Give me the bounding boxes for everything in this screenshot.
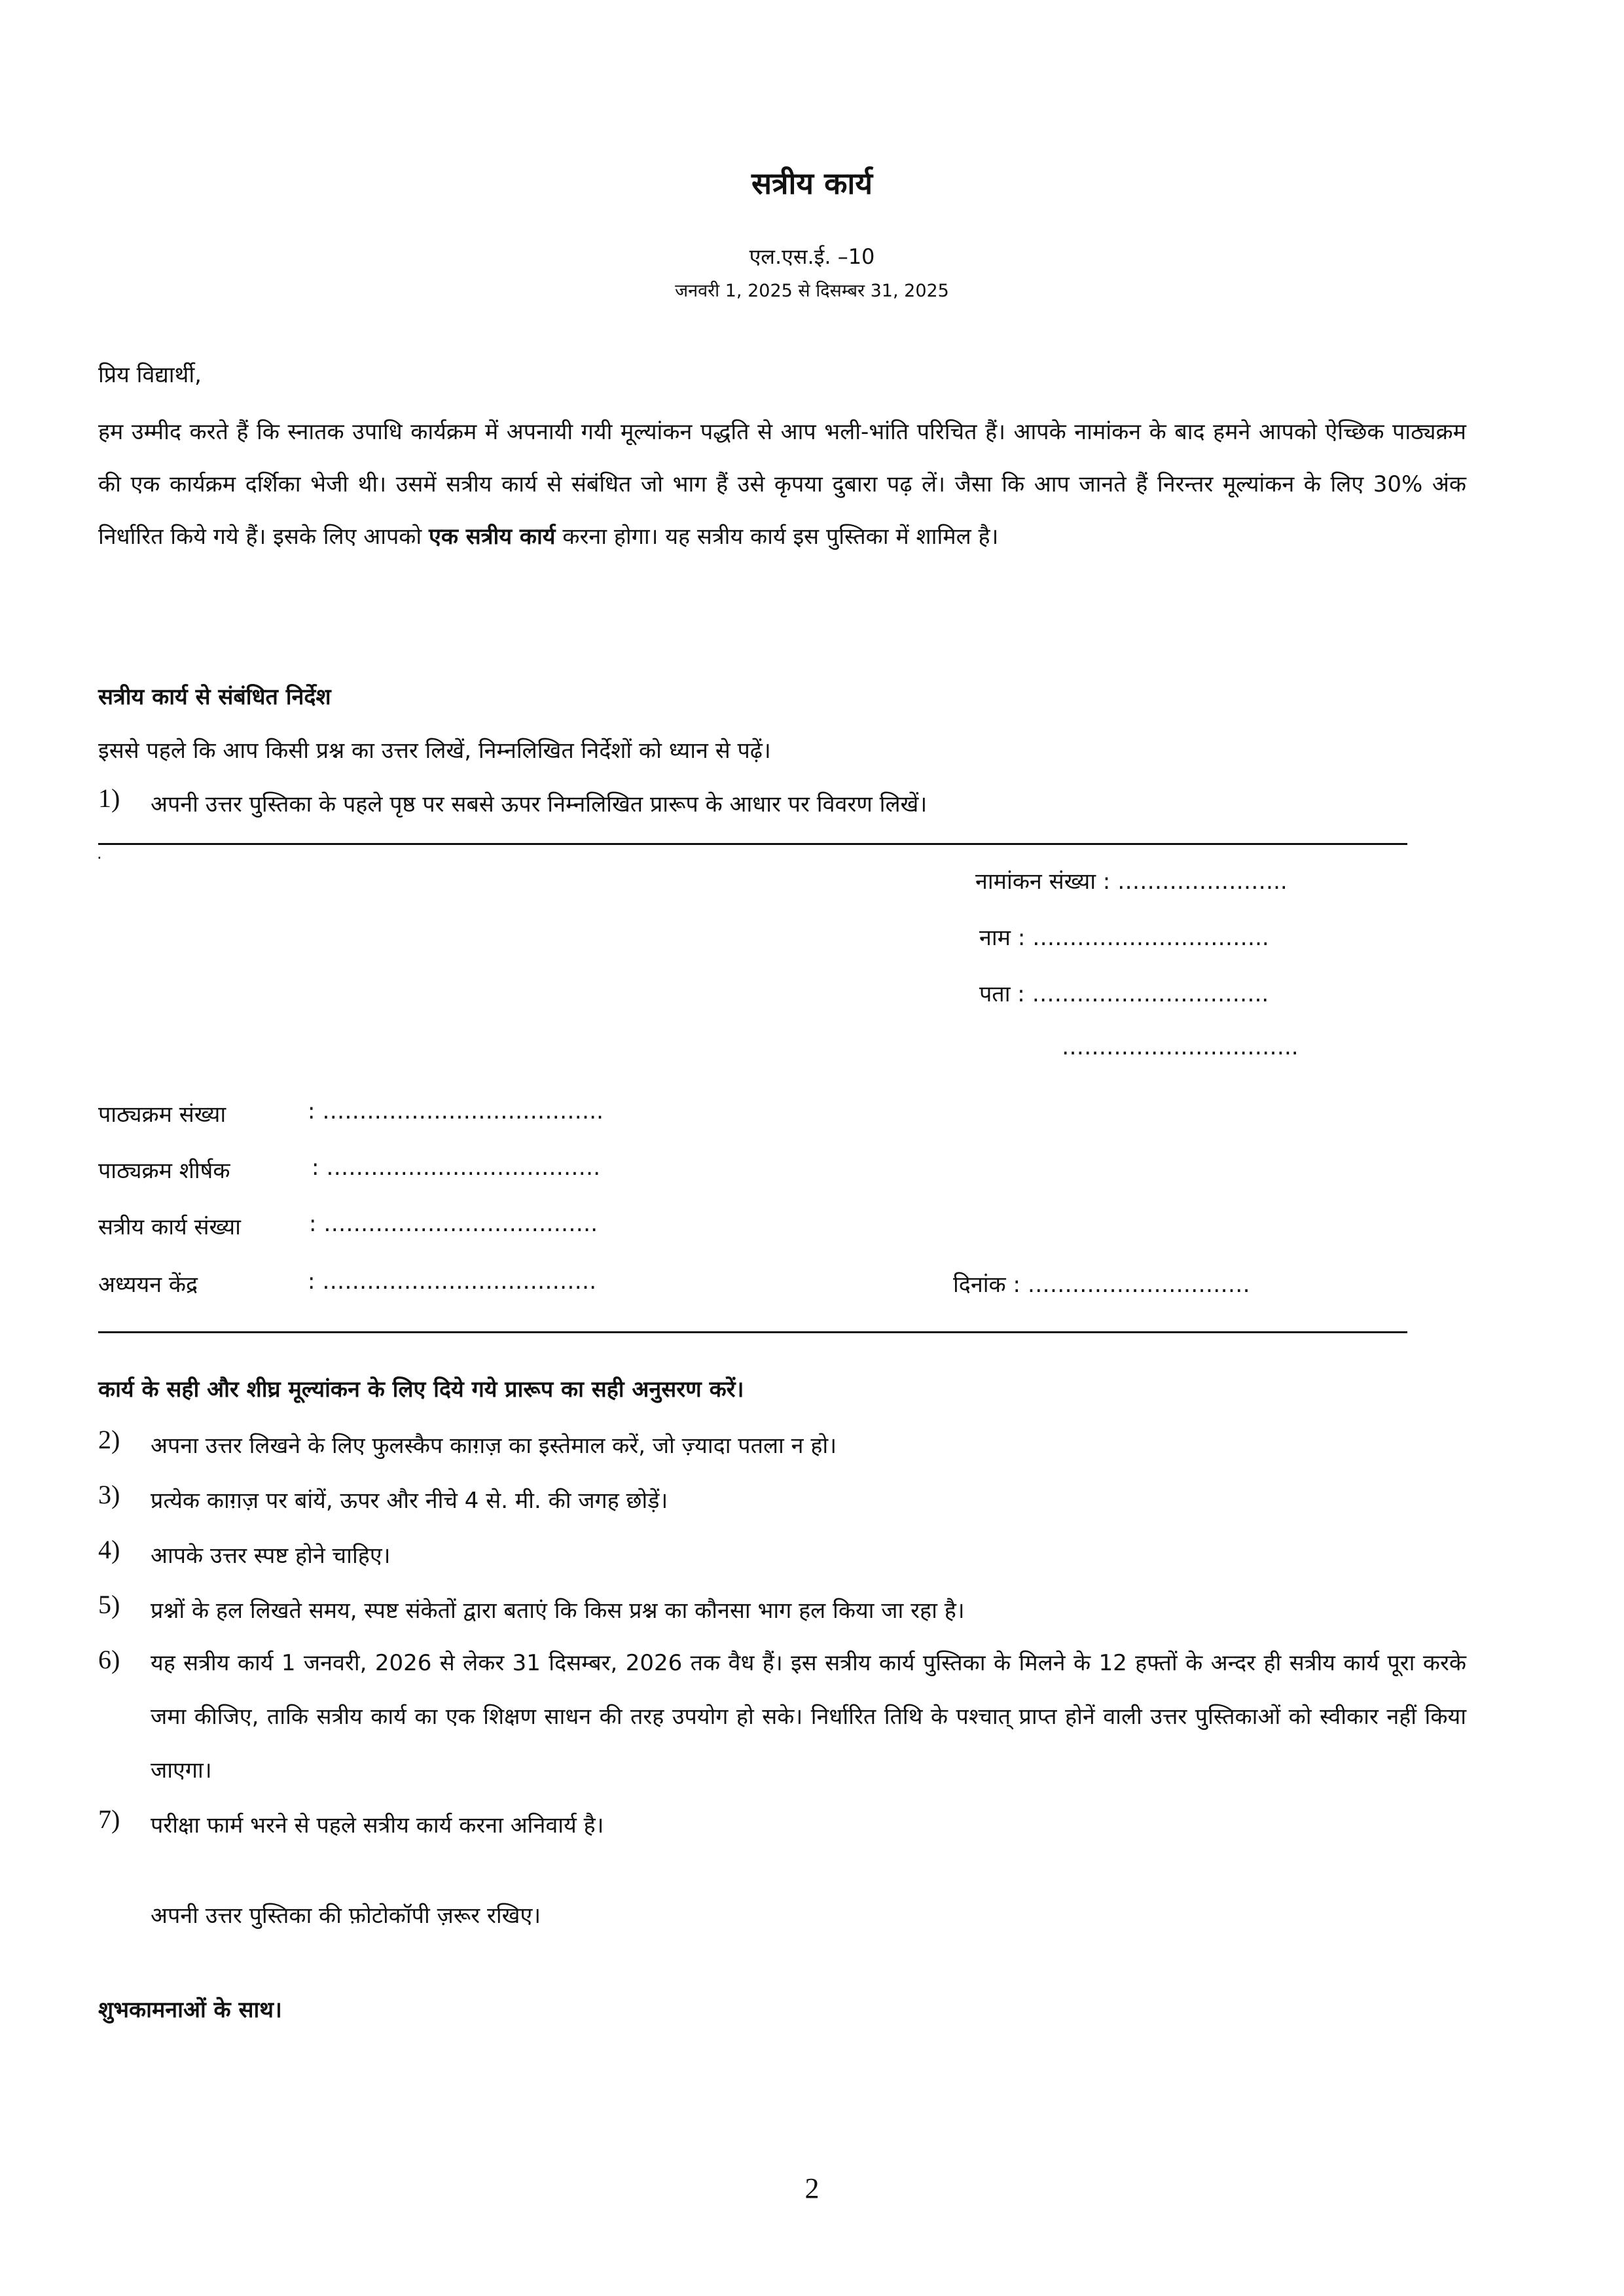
validity-period: जनवरी 1, 2025 से दिसम्बर 31, 2025: [675, 281, 949, 301]
study-centre-value: : ……………………………….: [308, 1268, 597, 1295]
closing-line: शुभकामनाओं के साथ।: [98, 1997, 282, 2023]
intro-paragraph: [98, 406, 1466, 563]
item-number: 2): [98, 1425, 120, 1454]
page-number: 2: [804, 2172, 820, 2204]
page-title: सत्रीय कार्य: [751, 166, 873, 201]
enrolment-field: नामांकन संख्या : …………………..: [975, 869, 1288, 895]
course-title-label: पाठ्यक्रम शीर्षक: [98, 1158, 230, 1184]
intro-text: हम उम्मीद करते हैं कि स्नातक उपाधि कार्यक्रम में अपनायी गयी मूल्यांकन पद्धति से आप भली-भांति परिचित हैं। आपके नामांकन के बाद हमने आपको ऐच्छिक पाठ्यक्रम की एक कार्यक्रम दर्शिका भेजी थी। उसमें सत्रीय कार्य से संबंधित जो भाग हैं उसे कृपया दुबारा पढ़ लें। जैसा कि आप जानते हैं निरन्तर मूल्यांकन के लिए 30% अंक निर्धारित किये गये हैं। इसके लिए आपको: [98, 419, 1466, 550]
item-number: 5): [98, 1590, 120, 1619]
form-bottom-rule: [98, 1331, 1407, 1333]
item-text: यह सत्रीय कार्य 1 जनवरी, 2026 से लेकर 31 दिसम्बर, 2026 तक वैध हैं। इस सत्रीय कार्य पुस्तिका के मिलने के 12 हफ्तों के अन्दर ही सत्रीय कार्य पूरा करके जमा कीजिए, ताकि सत्रीय कार्य का एक शिक्षण साधन की तरह उपयोग हो सके। निर्धारित तिथि के पश्चात् प्राप्त होनें वाली उत्तर पुस्तिकाओं को स्वीकार नहीं किया जाएगा।: [151, 1650, 1466, 1784]
course-code: एल.एस.ई. –10: [749, 244, 875, 269]
course-code-value: : ………………………………..: [308, 1098, 604, 1124]
address-continuation: …………………………..: [1062, 1034, 1299, 1060]
course-title-value: : ……………………………….: [312, 1155, 601, 1181]
name-field: नाम : …………………………..: [979, 925, 1269, 951]
date-field: दिनांक : …………………………: [953, 1272, 1250, 1298]
item-text: प्रश्नों के हल लिखते समय, स्पष्ट संकेतों द्वारा बताएं कि किस प्रश्न का कौनसा भाग हल किया जा रहा है।: [151, 1598, 965, 1624]
stray-mark: .: [97, 844, 102, 863]
assignment-no-value: : ……………………………….: [309, 1211, 598, 1237]
item-number: 6): [98, 1645, 120, 1674]
instructions-heading: सत्रीय कार्य से संबंधित निर्देश: [98, 684, 331, 710]
intro-text-end: करना होगा। यह सत्रीय कार्य इस पुस्तिका में शामिल है।: [555, 524, 999, 550]
instructions-lead: इससे पहले कि आप किसी प्रश्न का उत्तर लिखें, निम्नलिखित निर्देशों को ध्यान से पढ़ें।: [98, 738, 771, 764]
item-number: 1): [98, 783, 120, 813]
photocopy-note: अपनी उत्तर पुस्तिका की फ़ोटोकॉपी ज़रूर रखिए।: [151, 1903, 541, 1929]
greeting: प्रिय विद्यार्थी,: [98, 362, 202, 388]
item-text: अपनी उत्तर पुस्तिका के पहले पृष्ठ पर सबसे ऊपर निम्नलिखित प्रारूप के आधार पर विवरण लिखें।: [151, 791, 928, 817]
item-number: 4): [98, 1535, 120, 1564]
form-top-rule: [98, 843, 1407, 845]
follow-format-note: कार्य के सही और शीघ्र मूल्यांकन के लिए दिये गये प्रारूप का सही अनुसरण करें।: [98, 1376, 744, 1403]
item-text: आपके उत्तर स्पष्ट होने चाहिए।: [151, 1543, 391, 1569]
item-text: परीक्षा फार्म भरने से पहले सत्रीय कार्य करना अनिवार्य है।: [151, 1812, 604, 1839]
study-centre-label: अध्ययन केंद्र: [98, 1272, 198, 1298]
item-text: प्रत्येक काग़ज़ पर बांयें, ऊपर और नीचे 4 से. मी. की जगह छोड़ें।: [151, 1488, 668, 1514]
item-number: 3): [98, 1480, 120, 1509]
intro-bold-text: एक सत्रीय कार्य: [429, 524, 556, 550]
course-code-label: पाठ्यक्रम संख्या: [98, 1102, 226, 1128]
assignment-no-label: सत्रीय कार्य संख्या: [98, 1214, 241, 1240]
item-text: अपना उत्तर लिखने के लिए फुलस्कैप काग़ज़ का इस्तेमाल करें, जो ज़्यादा पतला न हो।: [151, 1433, 837, 1459]
address-field: पता : …………………………..: [979, 981, 1269, 1007]
item-number: 7): [98, 1804, 120, 1834]
